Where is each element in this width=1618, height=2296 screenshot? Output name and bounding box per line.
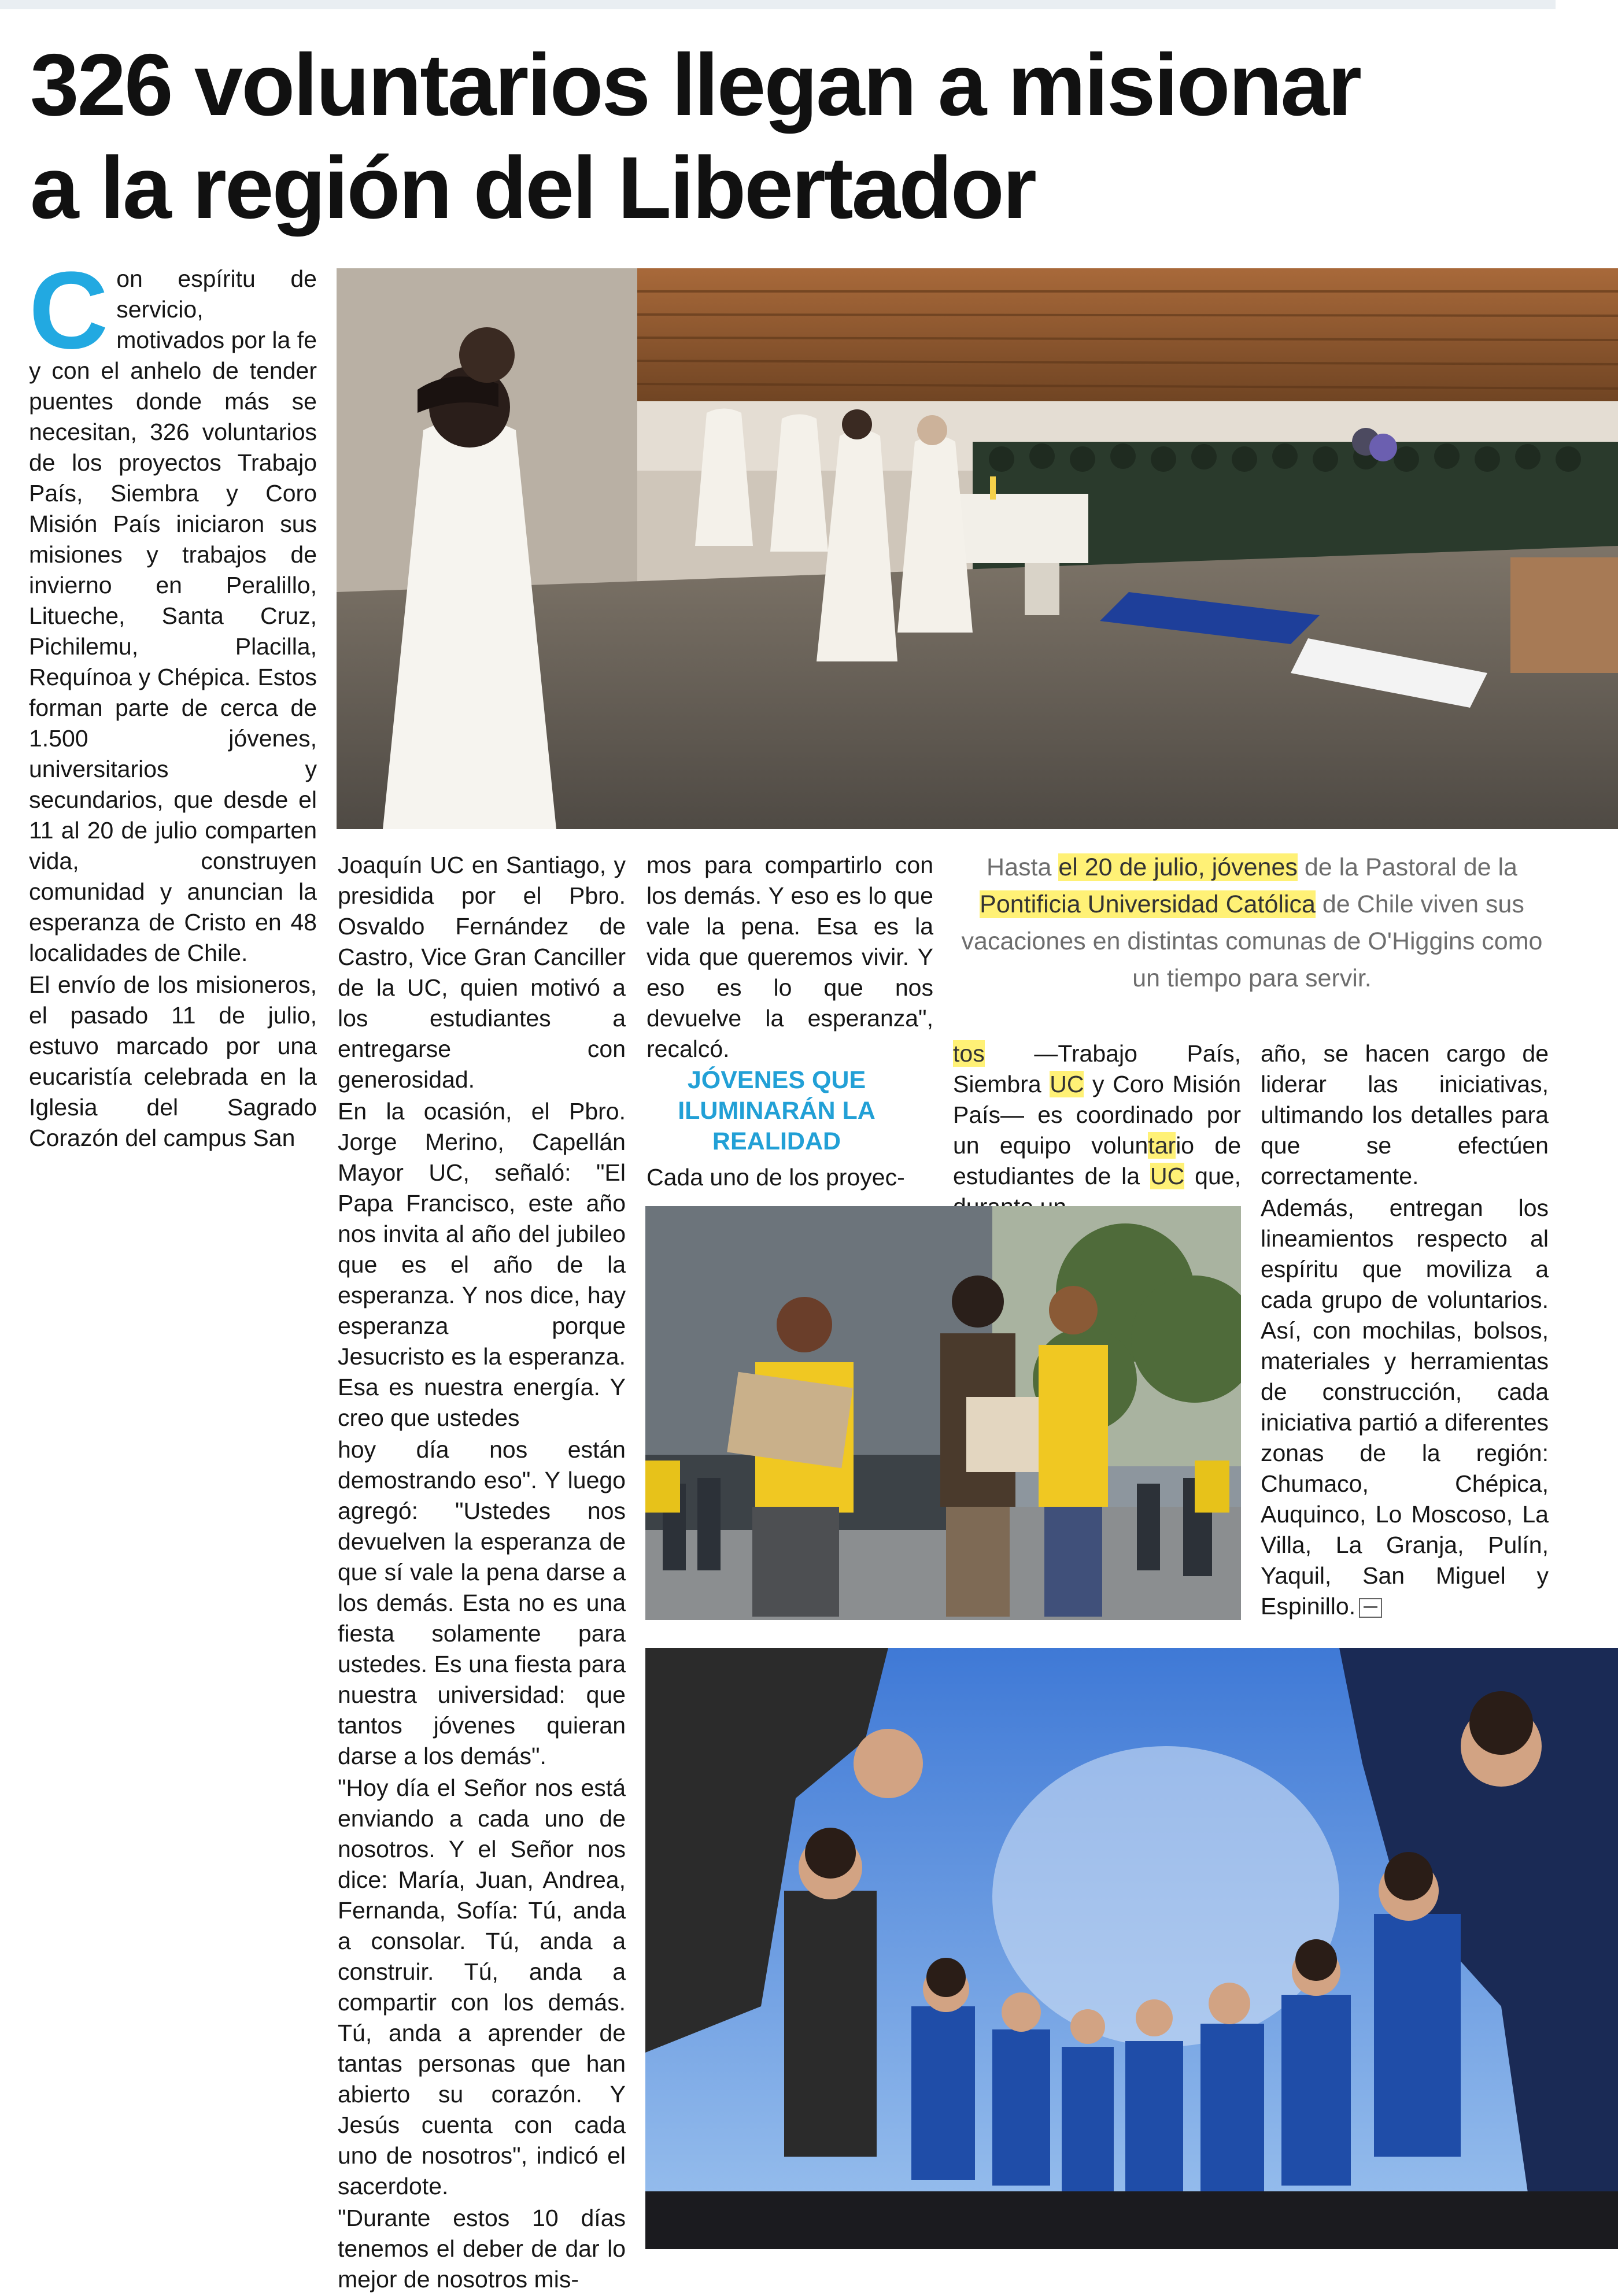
lead-paragraph: Con espíritu de servicio, motivados por la fe y con el anhelo de tender puentes donde más se necesitan, 326 voluntarios de los proyectos Trabajo País, Siembra y Coro Misión País iniciaron sus misiones y trabajos de invierno en Peralillo, Litueche, Santa Cruz, Pichilemu, Placilla, Requínoa y Chépica. Estos forman parte de cerca de 1.500 jóvenes, universitarios y secundarios, que desde el 11 al 20 de julio comparten vida, construyen comunidad y anuncian la esperanza de Cristo en 48 localidades de Chile. (29, 249, 317, 966)
column-2 (338, 850, 626, 2296)
photo-students-with-boxes (645, 1206, 1241, 1620)
paragraph: año, se hacen cargo de liderar las iniciativas, ultimando los detalles para que se efectúen correctamente. (1261, 1040, 1549, 1189)
column-3-cont (647, 1162, 933, 1194)
paragraph: mos para compartirlo con los demás. Y eso es lo que vale la pena. Esa es la vida que queremos vivir. Y eso es lo que nos devuelve la esperanza", recalcó. (647, 852, 933, 1062)
top-rule (0, 0, 1556, 9)
paragraph: Además, entregan los lineamientos respecto al espíritu que moviliza a cada grupo de voluntarios. Así, con mochilas, bolsos, materiales y herramientas de construcción, cada iniciativa partió a diferentes zonas de la región: Chumaco, Chépica, Auquinco, Lo Moscoso, La Villa, La Granja, Pulín, Yaquil, San Miguel y Espinillo. (1261, 1195, 1549, 1620)
column-4 (953, 1038, 1241, 1223)
column-3 (647, 850, 933, 1066)
paragraph: hoy día nos están demostrando eso". Y luego agregó: "Ustedes nos devuelven la esperanza de que sí vale la pena darse a los demás. Esta no es una fiesta solamente para ustedes. Es una fiesta para nuestra universidad: que tantos jóvenes quieran darse a los demás". (338, 1436, 626, 1769)
photo-mass-in-church (337, 268, 1618, 829)
end-mark-icon (1359, 1598, 1382, 1618)
paragraph: En la ocasión, el Pbro. Jorge Merino, Capellán Mayor UC, señaló: "El Papa Francisco, este año nos invita al año del jubileo que es el año de la esperanza. Y nos dice, hay esperanza porque Jesucristo es la esperanza. Esa es nuestra energía. Y creo que ustedes (338, 1098, 626, 1431)
column-5 (1261, 1038, 1549, 1623)
paragraph: El envío de los misioneros, el pasado 11 de julio, estuvo marcado por una eucaristía celebrada en la Iglesia del Sagrado Corazón del campus San (29, 971, 317, 1151)
paragraph: tos —Trabajo País, Siembra UC y Coro Misión País— es coordinado por un equipo voluntario de estudiantes de la UC que, (953, 1040, 1242, 1189)
column-1 (29, 249, 317, 1155)
headline (30, 34, 1418, 239)
section-subhead: JÓVENES QUE ILUMINARÁN LA REALIDAD (678, 1066, 876, 1155)
paragraph: Cada uno de los proyec- (647, 1164, 905, 1190)
paragraph: Joaquín UC en Santiago, y presidida por el Pbro. Osvaldo Fernández de Castro, Vice Gran Canciller de la UC, quien motivó a los estudiantes a entregarse con generosidad. (338, 852, 626, 1093)
paragraph: "Hoy día el Señor nos está enviando a cada uno de nosotros. Y el Señor nos dice: María, Juan, Andrea, Fernanda, Sofía: Tú, anda a consolar. Tú, anda a construir. Tú, anda a compartir con los demás. Tú, anda a aprender de tantas personas que han abierto su corazón. Y Jesús cuenta con cada uno de nosotros", indicó el sacerdote. (338, 1774, 626, 2199)
photo-caption: Hasta el 20 de julio, jóvenes de la Pastoral de la Pontificia Universidad Católica de Chile viven sus vacaciones en distintas comunas de O'Higgins como un tiempo para servir. (961, 853, 1543, 992)
headline-line-1: 326 voluntarios llegan a misionar (30, 36, 1361, 134)
headline-line-2: a la región del Libertador (30, 139, 1035, 237)
photo-volunteers-circle (645, 1648, 1618, 2249)
paragraph: "Durante estos 10 días tenemos el deber de dar lo mejor de nosotros mis- (338, 2205, 626, 2293)
drop-cap: C (29, 249, 109, 372)
